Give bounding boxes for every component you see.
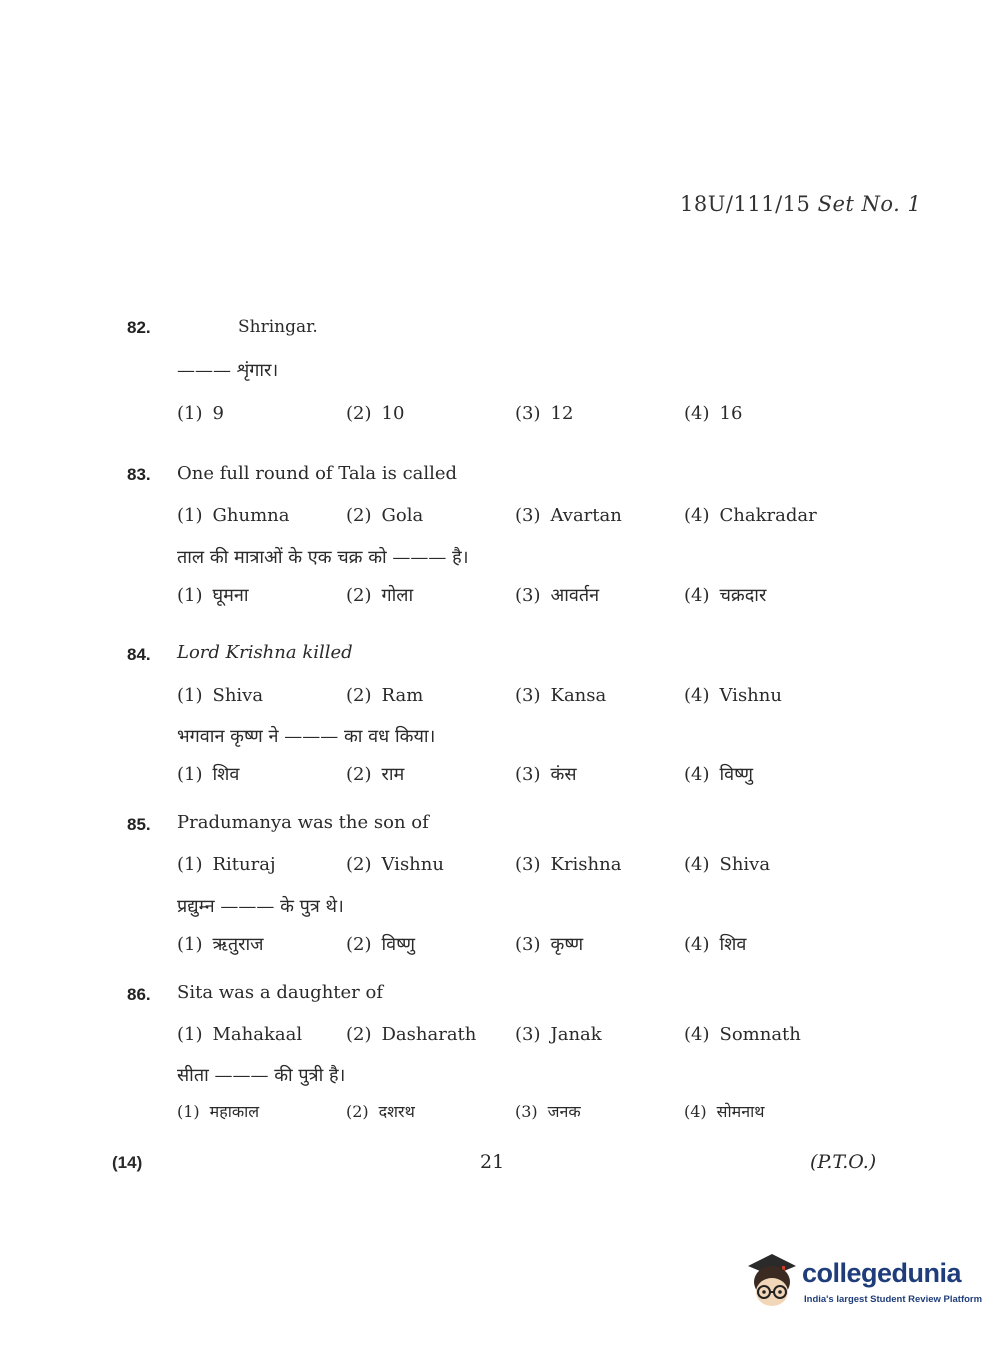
paper-code: 18U/111/15 [680, 192, 811, 216]
collegedunia-logo [742, 1250, 983, 1316]
question-number: 84. [127, 645, 151, 664]
option-1: (1) 9 [177, 403, 224, 424]
option-4: (4) 16 [684, 403, 743, 424]
question-text-hindi: प्रद्युम्न ——— के पुत्र थे। [177, 896, 344, 917]
option-2: (2) Gola [346, 505, 424, 526]
logo-wordmark: collegedunia [802, 1258, 962, 1288]
option-2: (2) Dasharath [346, 1024, 477, 1045]
option-3: (3) 12 [515, 403, 574, 424]
hindi-option-2: (2) विष्णु [346, 934, 415, 955]
question-text-english: Shringar. [238, 317, 318, 337]
hindi-option-3: (3) जनक [515, 1102, 581, 1121]
hindi-option-2: (2) दशरथ [346, 1102, 415, 1121]
pto-label: (P.T.O.) [810, 1151, 877, 1173]
option-2: (2) Ram [346, 685, 424, 706]
logo-tagline: India's largest Student Review Platform [804, 1294, 983, 1305]
hindi-option-3: (3) आवर्तन [515, 585, 600, 606]
hindi-option-1: (1) घूमना [177, 585, 249, 606]
option-4: (4) Vishnu [684, 685, 782, 706]
option-4: (4) Shiva [684, 854, 771, 875]
hindi-option-4: (4) चक्रदार [684, 585, 767, 606]
question-number: 83. [127, 465, 151, 484]
mascot-icon [742, 1252, 800, 1312]
option-1: (1) Ghumna [177, 505, 290, 526]
hindi-option-4: (4) शिव [684, 934, 747, 955]
question-text-hindi: सीता ——— की पुत्री है। [177, 1065, 346, 1086]
option-2: (2) 10 [346, 403, 405, 424]
option-3: (3) Avartan [515, 505, 622, 526]
option-4: (4) Somnath [684, 1024, 801, 1045]
hindi-option-4: (4) सोमनाथ [684, 1102, 765, 1121]
hindi-option-1: (1) महाकाल [177, 1102, 260, 1121]
option-3: (3) Kansa [515, 685, 607, 706]
hindi-option-1: (1) शिव [177, 764, 240, 785]
question-text-english: Pradumanya was the son of [177, 812, 429, 833]
question-text-english: One full round of Tala is called [177, 463, 458, 484]
option-4: (4) Chakradar [684, 505, 817, 526]
question-number: 86. [127, 985, 151, 1004]
hindi-option-4: (4) विष्णु [684, 764, 753, 785]
question-text-hindi: ताल की मात्राओं के एक चक्र को ——— है। [177, 547, 469, 568]
page-number: 21 [480, 1151, 505, 1173]
hindi-option-2: (2) राम [346, 764, 405, 785]
hindi-option-1: (1) ऋतुराज [177, 934, 264, 955]
option-3: (3) Krishna [515, 854, 622, 875]
hindi-option-2: (2) गोला [346, 585, 414, 606]
set-label: Set No. 1 [817, 192, 922, 216]
hindi-option-3: (3) कंस [515, 764, 577, 785]
question-text-hindi: ——— शृंगार। [177, 360, 279, 381]
hindi-option-3: (3) कृष्ण [515, 934, 584, 955]
option-1: (1) Rituraj [177, 854, 276, 875]
question-number: 82. [127, 318, 151, 337]
question-text-hindi: भगवान कृष्ण ने ——— का वध किया। [177, 726, 436, 747]
set-number-header [680, 192, 921, 216]
option-1: (1) Mahakaal [177, 1024, 303, 1045]
question-text-english: Sita was a daughter of [177, 982, 383, 1003]
question-text-english: Lord Krishna killed [177, 642, 353, 663]
footer-booklet-count: (14) [112, 1153, 143, 1172]
option-1: (1) Shiva [177, 685, 264, 706]
question-number: 85. [127, 815, 151, 834]
option-2: (2) Vishnu [346, 854, 444, 875]
option-3: (3) Janak [515, 1024, 602, 1045]
